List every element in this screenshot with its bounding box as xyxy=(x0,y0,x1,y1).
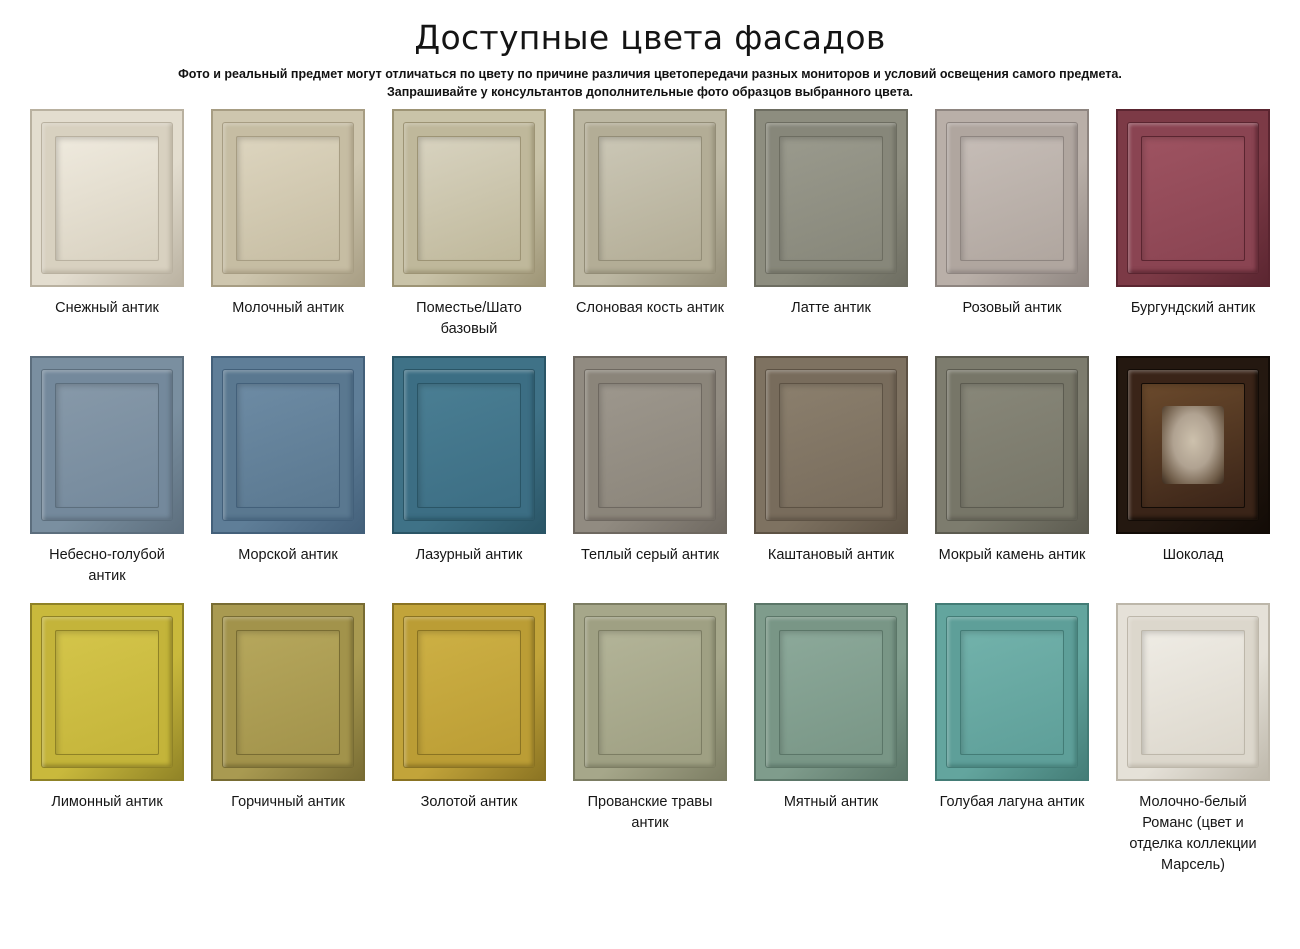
swatch-panel-image[interactable] xyxy=(1116,356,1270,534)
swatch-panel-image[interactable] xyxy=(573,109,727,287)
swatch-cell[interactable] xyxy=(30,603,184,876)
disclaimer-line-2: Запрашивайте у консультантов дополнительные фото образцов выбранного цвета. xyxy=(386,85,914,100)
swatch-cell[interactable] xyxy=(1116,603,1270,876)
disclaimer-text xyxy=(90,65,1210,101)
panel-inner-face xyxy=(417,630,522,755)
swatch-cell[interactable] xyxy=(1116,109,1270,356)
swatch-label: Каштановый антик xyxy=(767,547,895,564)
swatch-panel-image[interactable] xyxy=(211,109,365,287)
swatch-panel-image[interactable] xyxy=(392,109,546,287)
panel-inner-face xyxy=(1141,630,1246,755)
swatch-label: Небесно-голубой антик xyxy=(49,547,165,585)
swatch-panel-image[interactable] xyxy=(935,109,1089,287)
panel-inner-face xyxy=(779,136,884,261)
panel-inner-face xyxy=(55,383,160,508)
swatch-cell[interactable] xyxy=(30,356,184,603)
swatch-cell[interactable] xyxy=(392,109,546,356)
swatch-label: Снежный антик xyxy=(55,300,159,317)
swatch-panel-image[interactable] xyxy=(754,109,908,287)
swatch-panel-image[interactable] xyxy=(1116,109,1270,287)
swatch-panel-image[interactable] xyxy=(30,356,184,534)
panel-inner-face xyxy=(417,136,522,261)
color-palette-page xyxy=(0,18,1300,949)
swatch-panel-image[interactable] xyxy=(392,603,546,781)
page-title: Доступные цвета фасадов xyxy=(414,18,886,57)
swatch-panel-image[interactable] xyxy=(573,603,727,781)
panel-inner-face xyxy=(236,383,341,508)
swatch-label: Золотой антик xyxy=(420,794,518,811)
swatch-panel-image[interactable] xyxy=(30,603,184,781)
swatch-label: Латте антик xyxy=(791,300,871,317)
swatch-panel-image[interactable] xyxy=(211,356,365,534)
swatch-label: Поместье/Шато базовый xyxy=(416,300,522,338)
swatch-label: Мокрый камень антик xyxy=(938,547,1086,564)
panel-inner-face xyxy=(236,136,341,261)
swatch-cell[interactable] xyxy=(573,356,727,603)
swatch-cell[interactable] xyxy=(211,603,365,876)
swatch-panel-image[interactable] xyxy=(392,356,546,534)
swatch-label: Лимонный антик xyxy=(51,794,163,811)
swatch-cell[interactable] xyxy=(392,603,546,876)
swatch-panel-image[interactable] xyxy=(935,356,1089,534)
swatch-label: Горчичный антик xyxy=(231,794,345,811)
swatch-cell[interactable] xyxy=(754,109,908,356)
swatch-panel-image[interactable] xyxy=(935,603,1089,781)
swatch-label: Молочный антик xyxy=(232,300,344,317)
swatch-cell[interactable] xyxy=(935,109,1089,356)
panel-inner-face xyxy=(236,630,341,755)
panel-inner-face xyxy=(417,383,522,508)
swatch-panel-image[interactable] xyxy=(754,356,908,534)
swatch-label: Мятный антик xyxy=(783,794,879,811)
disclaimer-line-1: Фото и реальный предмет могут отличаться по цвету по причине различия цветопередачи разных мониторов и условий освещения самого предмета. xyxy=(178,67,1122,81)
swatch-label: Прованские травы антик xyxy=(587,794,713,832)
swatch-cell[interactable] xyxy=(935,603,1089,876)
swatch-cell[interactable] xyxy=(754,603,908,876)
swatch-label: Морской антик xyxy=(238,547,338,564)
swatch-cell[interactable] xyxy=(754,356,908,603)
swatch-panel-image[interactable] xyxy=(1116,603,1270,781)
swatch-label: Шоколад xyxy=(1162,547,1224,564)
swatch-label: Голубая лагуна антик xyxy=(939,794,1085,811)
swatch-label: Бургундский антик xyxy=(1130,300,1256,317)
panel-inner-face xyxy=(598,630,703,755)
swatch-cell[interactable] xyxy=(573,603,727,876)
panel-inner-face xyxy=(779,630,884,755)
swatch-cell[interactable] xyxy=(392,356,546,603)
swatch-cell[interactable] xyxy=(211,109,365,356)
panel-inner-face xyxy=(960,630,1065,755)
swatch-label: Слоновая кость антик xyxy=(576,300,724,317)
swatch-label: Лазурный антик xyxy=(415,547,523,564)
panel-inner-face xyxy=(598,383,703,508)
panel-inner-face xyxy=(960,383,1065,508)
swatch-grid xyxy=(30,109,1270,876)
swatch-panel-image[interactable] xyxy=(573,356,727,534)
panel-inner-face xyxy=(55,136,160,261)
panel-inner-face xyxy=(1141,136,1246,261)
swatch-cell[interactable] xyxy=(573,109,727,356)
swatch-label: Молочно-белый Романс (цвет и отделка коллекции Марсель) xyxy=(1129,794,1257,874)
swatch-cell[interactable] xyxy=(211,356,365,603)
panel-inner-face xyxy=(55,630,160,755)
swatch-label: Розовый антик xyxy=(962,300,1062,317)
swatch-panel-image[interactable] xyxy=(211,603,365,781)
swatch-cell[interactable] xyxy=(935,356,1089,603)
swatch-label: Теплый серый антик xyxy=(580,547,720,564)
panel-inner-face xyxy=(960,136,1065,261)
panel-inner-face xyxy=(598,136,703,261)
swatch-cell[interactable] xyxy=(30,109,184,356)
swatch-panel-image[interactable] xyxy=(30,109,184,287)
swatch-cell[interactable] xyxy=(1116,356,1270,603)
swatch-panel-image[interactable] xyxy=(754,603,908,781)
panel-highlight-glow xyxy=(1162,406,1224,484)
panel-inner-face xyxy=(779,383,884,508)
